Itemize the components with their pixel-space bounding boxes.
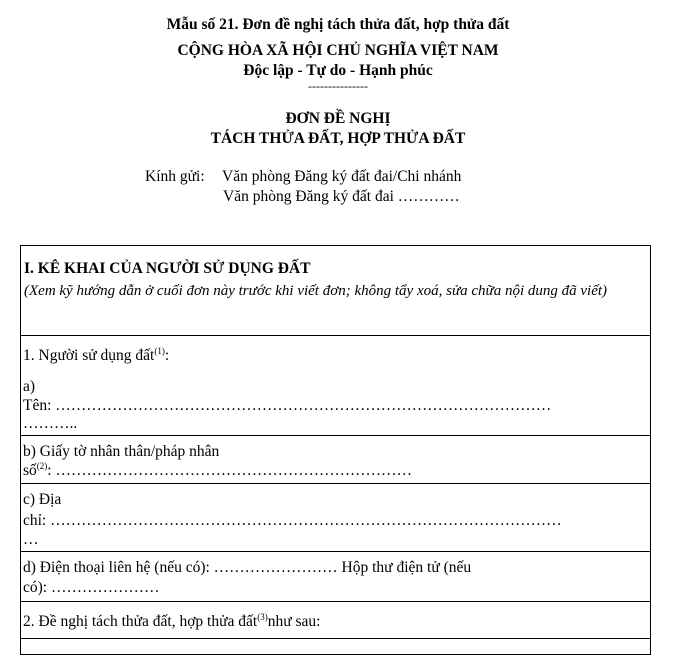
item-b-number-field: số$^{(2)}$: …………………………………………………………… <box>23 460 412 479</box>
item-b-label: b) Giấy tờ nhân thân/pháp nhân <box>23 443 220 460</box>
row-divider <box>21 551 650 552</box>
item-d-contact-line: d) Điện thoại liên hệ (nếu có): …………………… Hộp thư điện tử (nếu <box>23 559 472 576</box>
national-title: CỘNG HÒA XÃ HỘI CHỦ NGHĨA VIỆT NAM <box>177 42 499 59</box>
recipient-line1: Văn phòng Đăng ký đất đai/Chi nhánh <box>222 168 462 185</box>
row-divider <box>21 601 650 602</box>
item-c-address-field: chỉ: ……………………………………………………………………………………… <box>23 512 562 529</box>
document-title-line2: TÁCH THỬA ĐẤT, HỢP THỬA ĐẤT <box>210 130 466 147</box>
item-a-name-field: Tên: …………………………………………………………………………………… <box>23 397 552 414</box>
row-divider <box>21 435 650 436</box>
recipient-label: Kính gửi: <box>145 168 205 185</box>
item-a-continuation: ……….. <box>23 415 78 432</box>
section1-body-box <box>20 335 651 655</box>
recipient-line2: Văn phòng Đăng ký đất đai ………… <box>223 188 460 205</box>
national-motto: Độc lập - Tự do - Hạnh phúc <box>243 62 433 79</box>
item2-label: 2. Đề nghị tách thửa đất, hợp thửa đất$^{(3)}$như sau: <box>23 611 321 630</box>
item-c-continuation: … <box>23 531 39 548</box>
section1-header-box <box>20 245 651 335</box>
row-divider <box>21 638 650 639</box>
item1-label: 1. Người sử dụng đất$^{(1)}$: <box>23 345 170 364</box>
row-divider <box>21 483 650 484</box>
item-d-contact-cont: có): ………………… <box>23 579 160 596</box>
header-separator: --------------- <box>308 79 368 93</box>
section1-title: I. KÊ KHAI CỦA NGƯỜI SỬ DỤNG ĐẤT <box>24 260 311 277</box>
item-c-label: c) Địa <box>23 491 62 508</box>
recipient-block <box>145 167 461 207</box>
document-title-line1: ĐƠN ĐỀ NGHỊ <box>285 110 391 127</box>
item-a-label: a) <box>23 378 36 395</box>
section1-note: (Xem kỹ hướng dẫn ở cuối đơn này trước khi viết đơn; không tẩy xoá, sửa chữa nội dung đã viết) <box>24 283 608 299</box>
form-number-title: Mẫu số 21. Đơn đề nghị tách thửa đất, hợp thửa đất <box>166 16 510 33</box>
